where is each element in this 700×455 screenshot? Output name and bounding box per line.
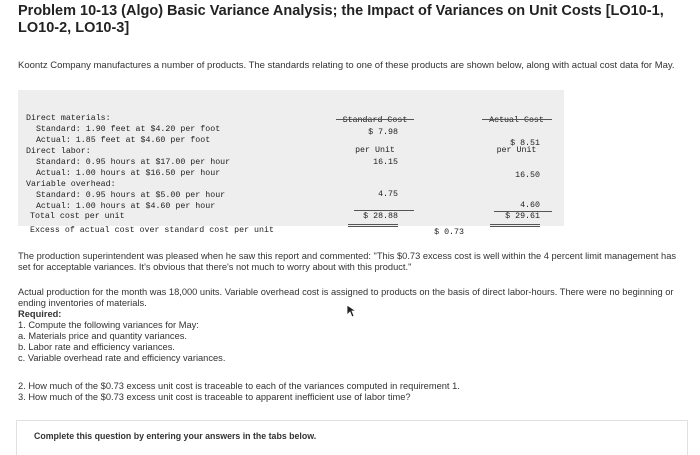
row-label: Actual: 1.00 hours at $4.60 per hour: [26, 202, 216, 211]
actual-cost-header: [474, 96, 559, 176]
required-heading: Required:: [18, 309, 62, 319]
standard-value-overhead: 4.75: [378, 190, 398, 199]
required-item: b. Labor rate and efficiency variances.: [18, 342, 175, 352]
actual-total-double-rule: [490, 224, 540, 227]
tabs-instruction: Complete this question by entering your answers in the tabs below.: [34, 431, 317, 441]
mouse-cursor-icon: [346, 304, 358, 318]
required-item: c. Variable overhead rate and efficiency variances.: [18, 353, 226, 363]
standard-total-value: $ 28.88: [363, 212, 398, 221]
row-label: Standard: 0.95 hours at $5.00 per hour: [26, 191, 226, 200]
actual-header-line2: per Unit: [496, 146, 537, 155]
actual-header-rule: [482, 119, 552, 120]
standard-total-rule: [354, 210, 414, 211]
row-label: Standard: 0.95 hours at $17.00 per hour: [26, 158, 231, 167]
actual-total-value: $ 29.61: [505, 212, 540, 221]
row-label: Direct labor:: [26, 147, 91, 156]
intro-text: Koontz Company manufactures a number of products. The standards relating to one of these products are shown below, along with actual cost data for May.: [18, 60, 675, 71]
standard-header-line1: Standard Cost: [342, 116, 408, 125]
row-label: Actual: 1.00 hours at $16.50 per hour: [26, 169, 221, 178]
standard-value-materials: $ 7.98: [368, 128, 398, 137]
standard-total-double-rule: [348, 224, 398, 227]
standard-header-rule: [336, 119, 414, 120]
row-label: Standard: 1.90 feet at $4.20 per foot: [26, 125, 221, 134]
actual-value-labor: 16.50: [515, 171, 540, 180]
row-label: Actual: 1.85 feet at $4.60 per foot: [26, 136, 211, 145]
required-item: a. Materials price and quantity variances.: [18, 331, 187, 341]
actual-header-line1: Actual Cost: [489, 116, 544, 125]
excess-value: $ 0.73: [434, 228, 464, 237]
cost-table-panel: [18, 90, 564, 226]
excess-label: Excess of actual cost over standard cost per unit: [30, 226, 274, 235]
production-info: Actual production for the month was 18,000 units. Variable overhead cost is assigned to products on the basis of direct labor-hours. There were no beginning or ending inventories of materials.: [18, 287, 674, 308]
row-label: Variable overhead:: [26, 180, 116, 189]
standard-header-line2: per Unit: [355, 146, 395, 155]
actual-value-materials: $ 8.51: [510, 139, 540, 148]
question-2: 2. How much of the $0.73 excess unit cost is traceable to each of the variances computed in requirement 1.: [18, 381, 460, 391]
problem-title: Problem 10-13 (Algo) Basic Variance Analysis; the Impact of Variances on Unit Costs [LO10-1, LO10-2, LO10-3]: [18, 3, 664, 36]
superintendent-comment: The production superintendent was pleased when he saw this report and commented: "This $0.73 excess cost is well within the 4 percent limit management has set for acceptable variances. It's obvious that there's not much to worry about with this product.": [18, 251, 677, 272]
row-label: Direct materials:: [26, 114, 111, 123]
actual-value-overhead: 4.60: [520, 201, 540, 210]
total-label: Total cost per unit: [30, 212, 125, 221]
question-3: 3. How much of the $0.73 excess unit cost is traceable to apparent inefficient use of labor time?: [18, 392, 411, 402]
required-item: 1. Compute the following variances for May:: [18, 320, 199, 330]
standard-value-labor: 16.15: [373, 158, 398, 167]
